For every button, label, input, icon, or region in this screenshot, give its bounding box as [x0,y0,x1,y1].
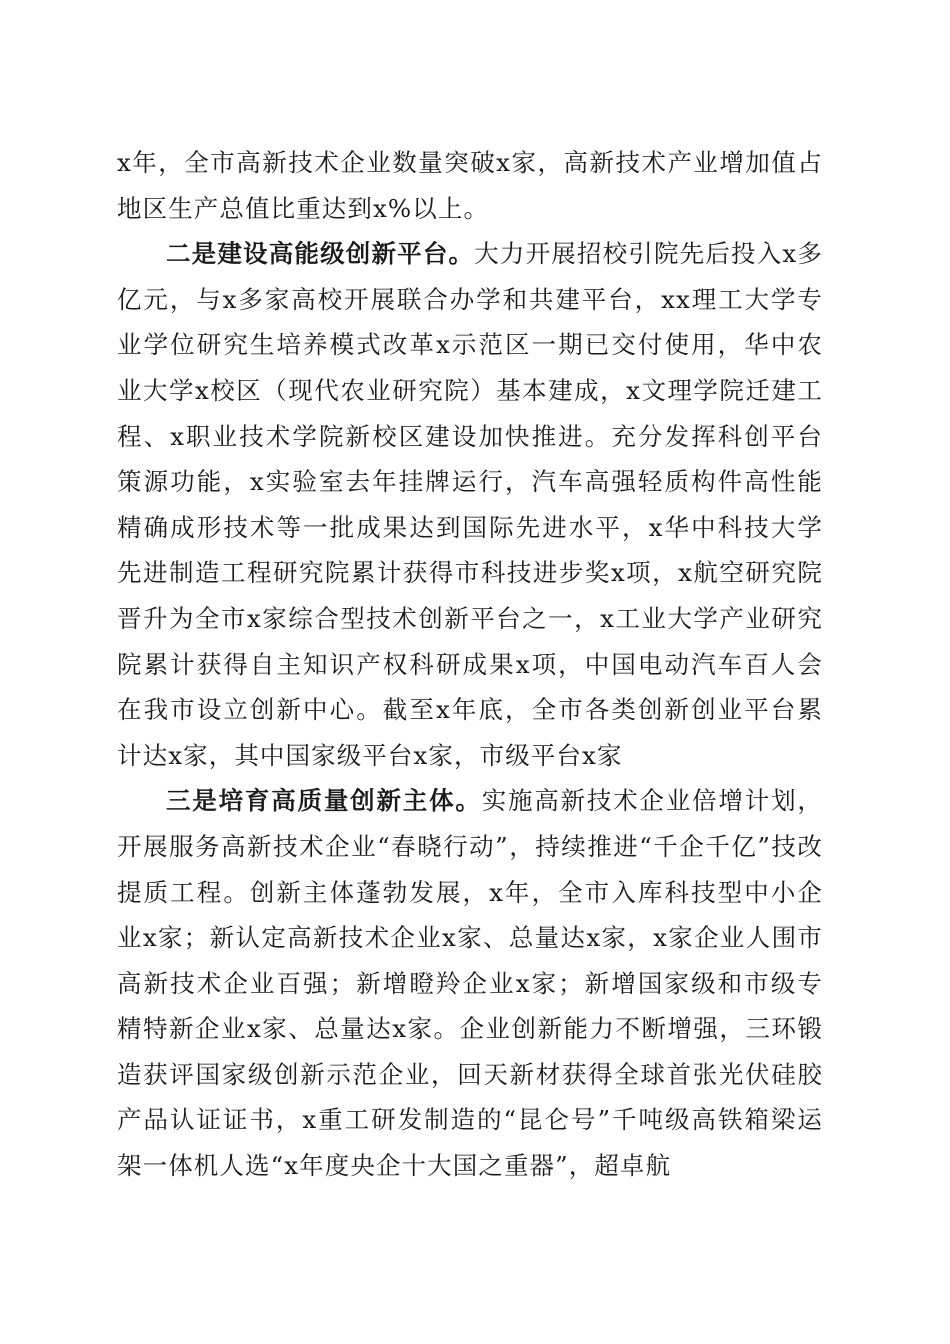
paragraph-3-lead: 三是培育高质量创新主体。 [166,786,482,816]
paragraph-2 [117,231,823,778]
paragraph-1 [117,140,823,231]
paragraph-3 [117,778,823,1188]
document-body [117,140,823,1189]
paragraph-3-text: 实施高新技术企业倍增计划，开展服务高新技术企业“春晓行动”，持续推进“千企千亿”技改提质工程。创新主体蓬勃发展，x年，全市入库科技型中小企业x家；新认定高新技术企业x家、总量达x家，x家企业人围市高新技术企业百强；新增瞪羚企业x家；新增国家级和市级专精特新企业x家、总量达x家。企业创新能力不断增强，三环锻造获评国家级创新示范企业，回天新材获得全球首张光伏硅胶产品认证证书，x重工研发制造的“昆仑号”千吨级高铁箱梁运架一体机人选“x年度央企十大国之重器”，超卓航 [117,786,823,1181]
paragraph-1-text: x年，全市高新技术企业数量突破x家，高新技术产业增加值占地区生产总值比重达到x%以上。 [117,148,823,223]
paragraph-2-text: 大力开展招校引院先后投入x多亿元，与x多家高校开展联合办学和共建平台，xx理工大学专业学位研究生培养模式改革x示范区一期已交付使用，华中农业大学x校区（现代农业研究院）基本建成，x文理学院迁建工程、x职业技术学院新校区建设加快推进。充分发挥科创平台策源功能，x实验室去年挂牌运行，汽车高强轻质构件高性能精确成形技术等一批成果达到国际先进水平，x华中科技大学先进制造工程研究院累计获得市科技进步奖x项，x航空研究院晋升为全市x家综合型技术创新平台之一，x工业大学产业研究院累计获得自主知识产权科研成果x项，中国电动汽车百人会在我市设立创新中心。截至x年底，全市各类创新创业平台累计达x家，其中国家级平台x家，市级平台x家 [117,239,823,770]
paragraph-2-lead: 二是建设高能级创新平台。 [166,239,475,269]
